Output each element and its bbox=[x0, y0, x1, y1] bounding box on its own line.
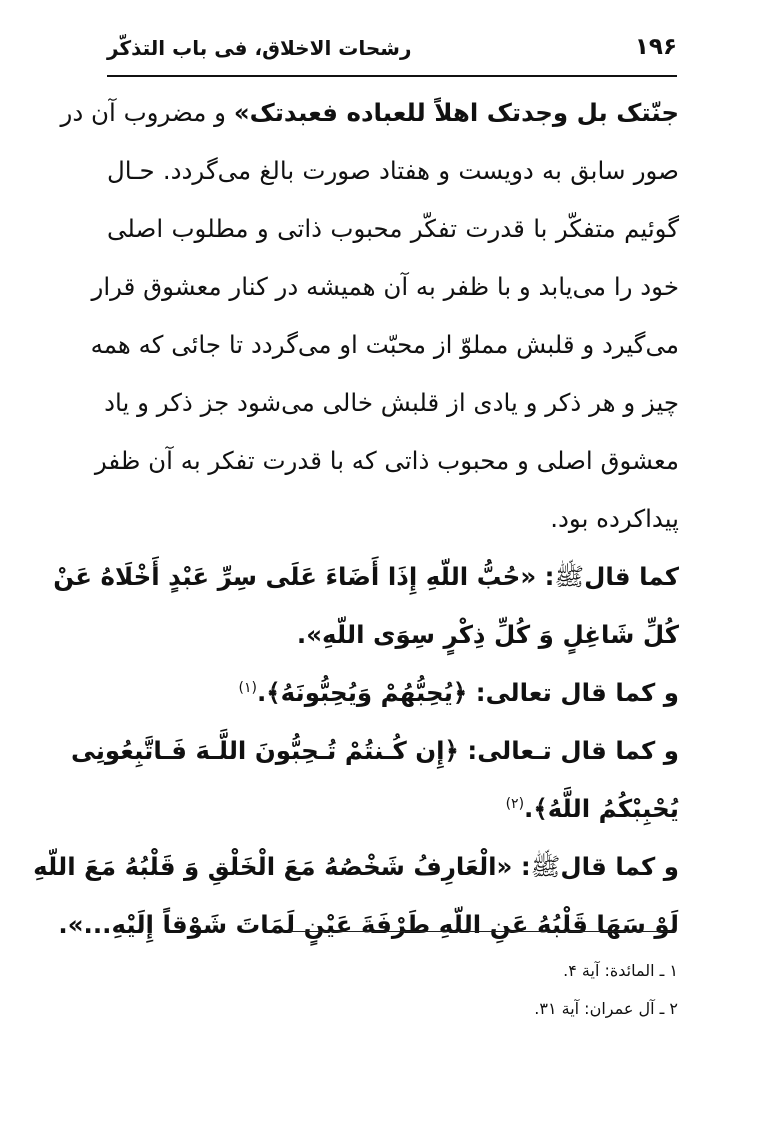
text-segment: چیز و هر ذکر و یادی از قلبش خالی می‌شود جز ذکر و یاد bbox=[104, 388, 679, 417]
footnote-ref: (۲) bbox=[505, 795, 525, 812]
text-line bbox=[94, 432, 679, 490]
text-line bbox=[91, 258, 679, 316]
text-segment: صور سابق به دویست و هفتاد صورت بالغ می‌گردد. حـال bbox=[107, 156, 679, 185]
text-line bbox=[107, 142, 679, 200]
header-rule bbox=[107, 75, 677, 77]
text-segment: : «حُبُّ اللّهِ إِذَا أَضَاءَ عَلَی سِرِّ عَبْدٍ أَخْلَاهُ عَنْ bbox=[53, 562, 555, 591]
text-line bbox=[90, 316, 679, 374]
text-segment: يُحْبِبْكُمُ اللَّهُ﴾. bbox=[524, 794, 679, 823]
text-segment: گوئیم متفکّر با قدرت تفکّر محبوب ذاتی و مطلوب اصلی bbox=[107, 214, 679, 243]
text-segment: معشوق اصلی و محبوب ذاتی که با قدرت تفکر به آن ظفر bbox=[94, 446, 679, 475]
footnotes bbox=[288, 956, 678, 1032]
text-line bbox=[107, 490, 679, 548]
text-segment: كُلِّ شَاغِلٍ وَ كُلِّ ذِكْرٍ سِوَى اللّهِ». bbox=[296, 620, 679, 649]
running-title: رشحات الاخلاق، فی باب التذکّر bbox=[107, 36, 412, 60]
text-segment: کما قال bbox=[584, 562, 679, 591]
text-line bbox=[33, 838, 679, 896]
text-segment: : «الْعَارِفُ شَخْصُهُ مَعَ الْخَلْقِ وَ قَلْبُهُ مَعَ اللّهِ bbox=[33, 852, 531, 881]
page-number: ۱۹۶ bbox=[634, 34, 677, 60]
text-segment: و مضروب آن در bbox=[60, 98, 234, 127]
text-line bbox=[58, 896, 679, 954]
text-segment: و کما قال تـعالی: ﴿إِن كُـنتُمْ تُـحِبُّونَ اللَّـهَ فَـاتَّبِعُونِى bbox=[70, 736, 679, 765]
page-header bbox=[107, 28, 677, 68]
footnote-1: ۱ ـ المائدة: آية ۴. bbox=[563, 961, 678, 980]
footnote-rule bbox=[288, 931, 676, 932]
text-segment: می‌گیرد و قلبش مملوّ از محبّت او می‌گردد تا جائی که همه bbox=[90, 330, 679, 359]
text-segment: لَوْ سَهَا قَلْبُهُ عَنِ اللّهِ طَرْفَةَ عَيْنٍ لَمَاتَ شَوْقاً إِلَيْهِ...». bbox=[58, 910, 679, 939]
text-segment: جنّتک بل وجدتک اهلاً للعباده فعبدتک» bbox=[233, 98, 679, 127]
footnote-2: ۲ ـ آل عمران: آية ۳۱. bbox=[534, 999, 678, 1018]
footnote-ref: (۱) bbox=[238, 679, 257, 696]
text-segment: پیداکرده بود. bbox=[550, 504, 679, 533]
text-line bbox=[107, 606, 679, 664]
text-line bbox=[107, 780, 679, 838]
text-line bbox=[53, 548, 679, 606]
text-segment: خود را می‌یابد و با ظفر به آن همیشه در کنار معشوق قرار bbox=[91, 272, 679, 301]
text-line bbox=[60, 84, 679, 142]
text-segment: و کما قال bbox=[560, 852, 679, 881]
text-line bbox=[104, 374, 679, 432]
body-text bbox=[33, 84, 679, 954]
text-segment: ﷺ bbox=[554, 562, 585, 591]
text-line bbox=[107, 664, 679, 722]
text-line bbox=[107, 200, 679, 258]
text-line bbox=[70, 722, 679, 780]
text-segment: و کما قال تعالی: ﴿يُحِبُّهُمْ وَيُحِبُّونَهُ﴾. bbox=[256, 678, 679, 707]
text-segment: ﷺ bbox=[530, 852, 561, 881]
